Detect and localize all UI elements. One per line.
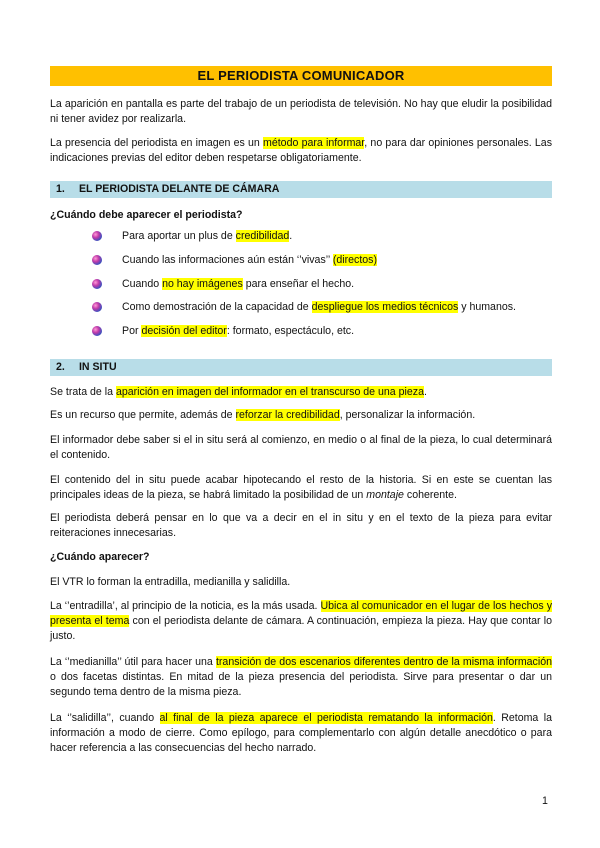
section2-paragraph-1: Se trata de la aparición en imagen del informador en el transcurso de una pieza. — [50, 386, 427, 398]
document-page: EL PERIODISTA COMUNICADOR La aparición en pantalla es parte del trabajo de un periodista de televisión. No hay que eludir la posibilidad ni tener avidez por realizarla. La presencia del periodista en imagen es un método para informar, no para dar opiniones personales. Las indicaciones previas del editor deben respetarse obligatoriamente. 1. EL PERIODISTA DELANTE DE CÁMARA ¿Cuándo debe aparecer el periodista? Para aportar un plus de credibilidad. Cuando las informaciones aún están ‘’vivas’’ (directos) Cuando no hay imágenes para enseñar el hecho. Como demostración de la capacidad de despliegue los medios técnicos y humanos. Por decisión del editor: formato, espectáculo, etc. 2. IN SITU Se trata de la aparición en imagen del informador en el transcurso de una pieza. Es un recurso que permite, además de reforzar la credibilidad, personalizar la información. El informador debe saber si el in situ será al comienzo, en medio o al final de la pieza, lo cual determinará el contenido. El contenido del in situ puede acabar hipotecando el resto de la historia. Si en este se cuentan las principales ideas de la pieza, se habrá limitado la posibilidad de un montaje coherente. El periodista deberá pensar en lo que va a decir en el in situ y en el texto de la pieza para evitar reiteraciones innecesarias. ¿Cuándo aparecer? El VTR lo forman la entradilla, medianilla y salidilla. La ‘’entradilla’, al principio de la noticia, es la más usada. Ubica al comunicador en el lugar de los hechos y presenta el tema con el periodista delante de cámara. A continuación, empieza la pieza. Hay que contar lo justo. La ‘’medianilla’’ útil para hacer una transición de dos escenarios diferentes dentro de la misma información o dos facetas distintas. En mitad de la pieza presencia del periodista. Sirve para presentar o dar un segundo tema dentro de la misma pieza. La ‘’salidilla’’, cuando al final de la pieza aparece el periodista rematando la información. Retoma la información a modo de cierre. Como epílogo, para complementarlo con algún detalle anecdótico o para hacer referencia a las consecuencias del hecho narrado. 1 — [50, 68, 553, 807]
bullet-icon — [92, 255, 102, 265]
section2-paragraph-6: El VTR lo forman la entradilla, medianilla y salidilla. — [50, 576, 291, 588]
section-heading-1: 1. EL PERIODISTA DELANTE DE CÁMARA — [50, 181, 552, 198]
section1-question: ¿Cuándo debe aparecer el periodista? — [50, 209, 243, 221]
entradilla-paragraph: La ‘’entradilla’, al principio de la noticia, es la más usada. Ubica al comunicador en el lugar de los hechos y presenta el tema con el periodista delante de cámara. A continuación, empieza la pieza. Hay que contar lo justo. — [50, 600, 553, 642]
intro-paragraph-2: La presencia del periodista en imagen es un método para informar, no para dar opiniones personales. Las indicaciones previas del editor deben respetarse obligatoriamente. — [50, 137, 552, 164]
highlight: método para informar — [263, 137, 365, 149]
section-heading-2: 2. IN SITU — [50, 359, 552, 376]
section2-paragraph-4: El contenido del in situ puede acabar hipotecando el resto de la historia. Si en este se cuentan las principales ideas de la pieza, se habrá limitado la posibilidad de un montaje coherente. — [50, 474, 552, 501]
bullet-icon — [92, 231, 102, 241]
section2-question: ¿Cuándo aparecer? — [50, 551, 150, 563]
bullet-icon — [92, 326, 102, 336]
section2-paragraph-5: El periodista deberá pensar en lo que va a decir en el in situ y en el texto de la pieza para evitar reiteraciones innecesarias. — [50, 512, 552, 539]
page-number: 1 — [542, 795, 548, 807]
page-title: EL PERIODISTA COMUNICADOR — [50, 66, 552, 86]
bullet-icon — [92, 279, 102, 289]
section2-paragraph-2: Es un recurso que permite, además de reforzar la credibilidad, personalizar la información. — [50, 409, 476, 421]
section2-paragraph-3: El informador debe saber si el in situ será al comienzo, en medio o al final de la pieza, lo cual determinará el contenido. — [50, 434, 552, 461]
salidilla-paragraph: La ‘’salidilla’’, cuando al final de la pieza aparece el periodista rematando la información. Retoma la información a modo de cierre. Como epílogo, para complementarlo con algún detalle anecdótico o para hacer referencia a las consecuencias del hecho narrado. — [50, 712, 552, 754]
medianilla-paragraph: La ‘’medianilla’’ útil para hacer una transición de dos escenarios diferentes dentro de la misma información o dos facetas distintas. En mitad de la pieza presencia del periodista. Sirve para presentar o dar un segundo tema dentro de la misma pieza. — [50, 656, 552, 698]
bullet-icon — [92, 302, 102, 312]
intro-paragraph-1: La aparición en pantalla es parte del trabajo de un periodista de televisión. No hay que eludir la posibilidad ni tener avidez por realizarla. — [50, 98, 552, 125]
